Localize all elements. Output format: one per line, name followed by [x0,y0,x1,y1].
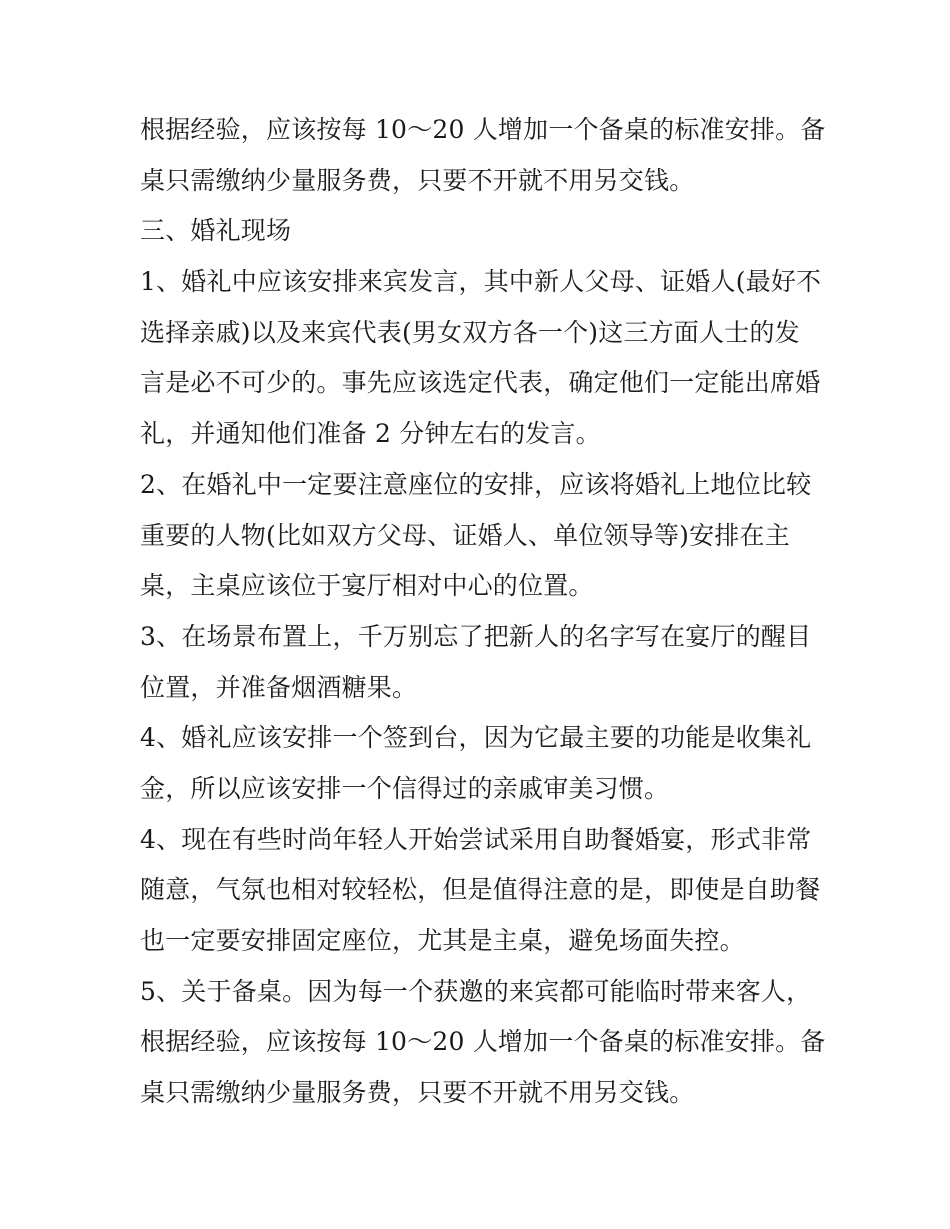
text-line: 4、现在有些时尚年轻人开始尝试采用自助餐婚宴，形式非常 [140,824,812,854]
document-body [140,105,826,1119]
text-line: 1、婚礼中应该安排来宾发言，其中新人父母、证婚人(最好不 [140,267,822,297]
text-line: 言是必不可少的。事先应该选定代表，确定他们一定能出席婚 [140,368,821,398]
text-line: 礼，并通知他们准备 2 分钟左右的发言。 [140,419,601,449]
text-line: 选择亲戚)以及来宾代表(男女双方各一个)这三方面人士的发 [140,317,800,347]
text-line: 3、在场景布置上，千万别忘了把新人的名字写在宴厅的醒目 [140,621,812,651]
text-line: 随意，气氛也相对较轻松，但是值得注意的是，即使是自助餐 [140,875,821,905]
text-line: 桌只需缴纳少量服务费，只要不开就不用另交钱。 [140,1078,695,1108]
text-line: 根据经验，应该按每 10～20 人增加一个备桌的标准安排。备 [140,1027,826,1057]
text-line: 根据经验，应该按每 10～20 人增加一个备桌的标准安排。备 [140,115,826,144]
text-line: 桌只需缴纳少量服务费，只要不开就不用另交钱。 [140,165,695,195]
text-line: 重要的人物(比如双方父母、证婚人、单位领导等)安排在主 [140,520,790,550]
section-heading: 三、婚礼现场 [140,216,292,246]
text-line: 也一定要安排固定座位，尤其是主桌，避免场面失控。 [140,926,745,955]
text-line: 金，所以应该安排一个信得过的亲戚审美习惯。 [140,773,670,803]
text-line: 5、关于备桌。因为每一个获邀的来宾都可能临时带来客人， [140,976,812,1006]
text-line: 2、在婚礼中一定要注意座位的安排，应该将婚礼上地位比较 [140,469,812,499]
text-line: 位置，并准备烟酒糖果。 [140,672,418,702]
text-line: 桌，主桌应该位于宴厅相对中心的位置。 [140,571,594,601]
text-line: 4、婚礼应该安排一个签到台，因为它最主要的功能是收集礼 [140,723,812,753]
